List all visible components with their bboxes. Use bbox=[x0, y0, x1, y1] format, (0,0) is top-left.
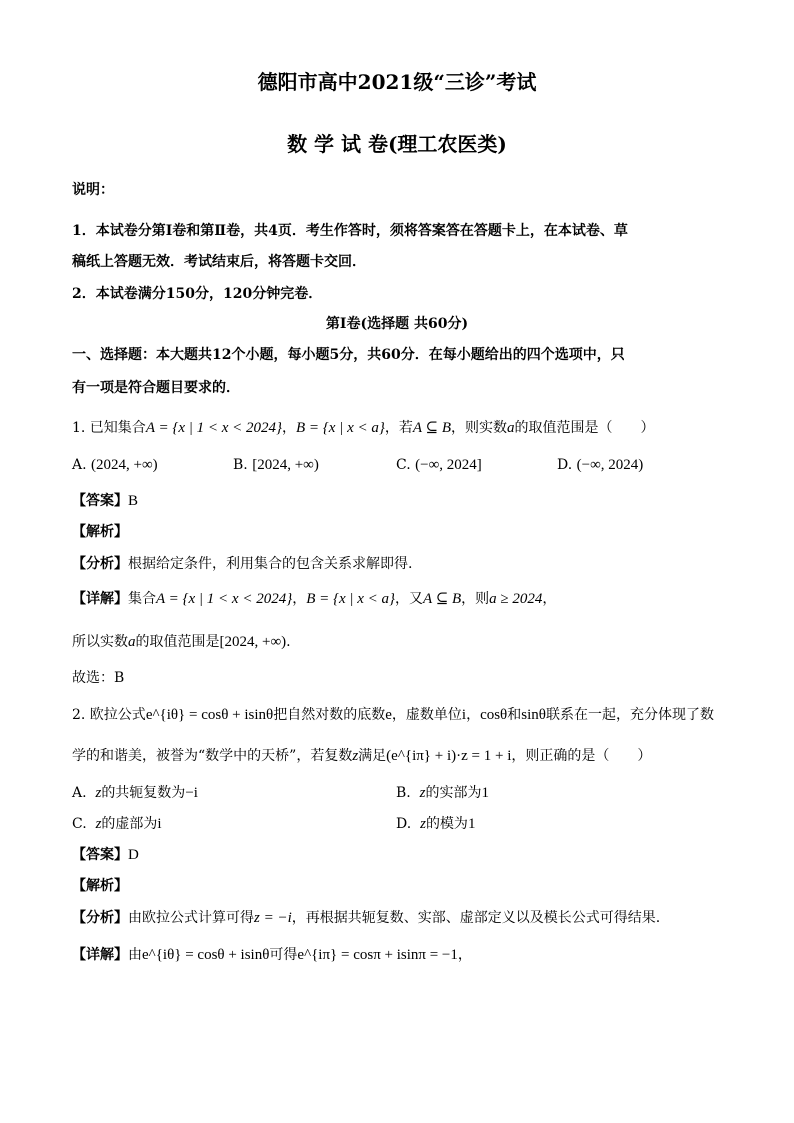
text-q2-sin: sinθ bbox=[521, 707, 546, 723]
text-q2-options-0-math: −i bbox=[185, 785, 198, 801]
q2-euler-formula: e^{iθ} = cosθ + isinθ bbox=[145, 707, 274, 723]
note-line-3: 2．本试卷满分150分，120分钟完卷． bbox=[72, 286, 323, 302]
q2-option-a bbox=[72, 783, 198, 803]
text-q2-i: i bbox=[461, 707, 467, 723]
text-q2-line2_a: 学的和谐美，被誉为“数学中的天桥”，若复数 bbox=[72, 748, 353, 764]
text-q2-answer: D bbox=[128, 847, 139, 863]
text-q1-fenxi: 根据给定条件，利用集合的包含关系求解即得. bbox=[128, 556, 413, 572]
text-q2-options-1-text: 的实部为 bbox=[425, 785, 482, 801]
q1-conclusion bbox=[72, 632, 724, 652]
text-q2-stem_e: 和 bbox=[507, 707, 522, 723]
text-q1-conclusion_range: [2024, +∞) bbox=[219, 634, 287, 650]
text-q2-options-3-label: D. bbox=[396, 816, 412, 832]
text-q2-fenxi_math: z = −i bbox=[254, 910, 292, 926]
q2-equation: (e^{iπ} + i)·z = 1 + i bbox=[386, 748, 512, 764]
text-q2-detail_b: 可得 bbox=[269, 947, 298, 963]
q1-set-a: A = {x | 1 < x < 2024} bbox=[145, 420, 283, 436]
text-q2-options-3-math: 1 bbox=[467, 816, 476, 832]
text-q1-conclusion_b: 的取值范围是 bbox=[135, 634, 220, 650]
q2-option-b bbox=[396, 783, 489, 803]
note-line-2: 稿纸上答题无效．考试结束后，将答题卡交回． bbox=[72, 254, 366, 270]
q1-set-b: B = {x | x < a} bbox=[296, 420, 385, 436]
text-q1-detail_c: ，则 bbox=[461, 591, 490, 607]
answer-tag: 【答案】 bbox=[72, 493, 128, 509]
text-q1-options-2-text: (−∞, 2024] bbox=[415, 457, 482, 473]
q1-stem-text-d: 的取值范围是（ ） bbox=[514, 420, 655, 436]
section-intro-1: 一、选择题：本大题共12个小题，每小题5分，共60分．在每小题给出的四个选项中，只 bbox=[72, 347, 625, 363]
text-q1-fenxi_tag: 【分析】 bbox=[72, 556, 128, 572]
text-q1-detail_b: ，又 bbox=[395, 591, 424, 607]
note-line-1: 1．本试卷分第Ⅰ卷和第Ⅱ卷，共4页．考生作答时，须将答案答在答题卡上，在本试卷、草 bbox=[72, 223, 628, 239]
text-q1-detail_ineq: a ≥ 2024 bbox=[489, 591, 543, 607]
section-intro-2: 有一项是符合题目要求的． bbox=[72, 380, 240, 396]
text-q1-detail_a: 集合 bbox=[128, 591, 156, 607]
text-q2-stem_a: 2. 欧拉公式 bbox=[72, 707, 146, 723]
text-q2-options-0-var: z bbox=[95, 785, 102, 801]
text-q1-detail_set_a: A = {x | 1 < x < 2024} bbox=[156, 591, 293, 607]
q1-answer bbox=[72, 491, 724, 511]
text-q1-options-3-text: (−∞, 2024) bbox=[576, 457, 644, 473]
text-q2-z: z bbox=[352, 748, 359, 764]
q1-stem-text-b: ，若 bbox=[384, 420, 413, 436]
text-q2-line2_c: ，则正确的是（ ） bbox=[511, 748, 652, 764]
q1-option-b bbox=[233, 455, 319, 475]
q1-detail bbox=[72, 589, 724, 609]
text-q1-detail_set_b: B = {x | x < a} bbox=[306, 591, 396, 607]
q1-option-a bbox=[72, 455, 158, 475]
text-q2-answer_tag: 【答案】 bbox=[72, 847, 128, 863]
text-q2-options-2-label: C. bbox=[72, 816, 87, 832]
q2-analysis-tag: 【解析】 bbox=[72, 878, 128, 894]
text-q2-cos: cosθ bbox=[480, 707, 508, 723]
q1-stem-text: 1. 已知集合 bbox=[72, 420, 146, 436]
q1-condition: A ⊆ B bbox=[412, 420, 451, 436]
text-q2-detail_result: e^{iπ} = cosπ + isinπ = −1 bbox=[297, 947, 458, 963]
text-q1-options-3-label: D. bbox=[557, 457, 573, 473]
q1-var: a bbox=[506, 420, 515, 436]
text-q1-options-1-label: B. bbox=[233, 457, 248, 473]
text-q2-stem_c: ，虚数单位 bbox=[391, 707, 462, 723]
q1-stem-text-c: ，则实数 bbox=[450, 420, 507, 436]
text-q2-options-1-math: 1 bbox=[481, 785, 489, 801]
text-q2-fenxi_tag: 【分析】 bbox=[72, 910, 128, 926]
text-q1-options-2-label: C. bbox=[396, 457, 411, 473]
text-q2-options-1-var: z bbox=[419, 785, 426, 801]
answer-value: B bbox=[128, 493, 139, 509]
text-q1-conclusion_var: a bbox=[128, 634, 136, 650]
page-title: 德阳市高中2021级“三诊”考试 bbox=[257, 70, 537, 94]
text-q1-conclusion_a: 所以实数 bbox=[72, 634, 128, 650]
text-q2-options-0-label: A. bbox=[72, 785, 87, 801]
text-q2-line2_b: 满足 bbox=[358, 748, 387, 764]
text-q1-detail_cond: A ⊆ B bbox=[423, 591, 462, 607]
text-q2-stem_f: 联系在一起，充分体现了数 bbox=[545, 707, 714, 723]
q1-analysis-tag: 【解析】 bbox=[72, 524, 128, 540]
text-q1-options-1-text: [2024, +∞) bbox=[252, 457, 319, 473]
q2-detail bbox=[72, 945, 724, 965]
q1-choice: 故选：B bbox=[72, 670, 125, 686]
text-q2-options-2-math: i bbox=[157, 816, 162, 832]
text-q2-detail_a: 由 bbox=[128, 947, 142, 963]
text-q2-options-1-label: B. bbox=[396, 785, 411, 801]
q1-stem bbox=[72, 418, 724, 438]
page-subtitle: 数 学 试 卷(理工农医类) bbox=[287, 132, 507, 156]
q2-stem-line-1 bbox=[72, 705, 724, 725]
text-q2-options-2-var: z bbox=[95, 816, 102, 832]
text-q1-detail_d: ， bbox=[542, 591, 557, 607]
text-q2-options-3-text: 的模为 bbox=[425, 816, 468, 832]
text-q1-conclusion_c: . bbox=[286, 634, 291, 650]
q2-option-c bbox=[72, 814, 162, 834]
text-q2-fenxi_a: 由欧拉公式计算可得 bbox=[128, 910, 254, 926]
text-q2-fenxi_b: ，再根据共轭复数、实部、虚部定义以及模长公式可得结果. bbox=[291, 910, 661, 926]
text-q1-options-0-label: A. bbox=[72, 457, 87, 473]
text-q2-detail_formula: e^{iθ} = cosθ + isinθ bbox=[142, 947, 270, 963]
text-q2-stem_b: 把自然对数的底数 bbox=[273, 707, 386, 723]
text-q2-options-2-text: 的虚部为 bbox=[101, 816, 158, 832]
text-q1-detail_tag: 【详解】 bbox=[72, 591, 128, 607]
text-q1-options-0-text: (2024, +∞) bbox=[91, 457, 158, 473]
q2-fenxi bbox=[72, 908, 724, 928]
text-q2-stem_d: ， bbox=[466, 707, 481, 723]
q1-sep: ， bbox=[282, 420, 297, 436]
text-q2-detail_c: ， bbox=[457, 947, 472, 963]
q2-stem-line-2 bbox=[72, 746, 724, 766]
q2-option-d bbox=[396, 814, 475, 834]
notes-heading: 说明： bbox=[72, 182, 114, 198]
q1-fenxi bbox=[72, 554, 724, 574]
q1-option-d bbox=[557, 455, 643, 475]
text-q2-options-3-var: z bbox=[420, 816, 426, 832]
part-heading: 第Ⅰ卷(选择题 共60分) bbox=[325, 316, 469, 332]
text-q2-options-0-text: 的共轭复数为 bbox=[101, 785, 186, 801]
text-q2-e: e bbox=[385, 707, 392, 723]
text-q1-detail_sep: ， bbox=[292, 591, 307, 607]
q1-option-c bbox=[396, 455, 482, 475]
text-q2-detail_tag: 【详解】 bbox=[72, 947, 128, 963]
q2-answer bbox=[72, 845, 724, 865]
